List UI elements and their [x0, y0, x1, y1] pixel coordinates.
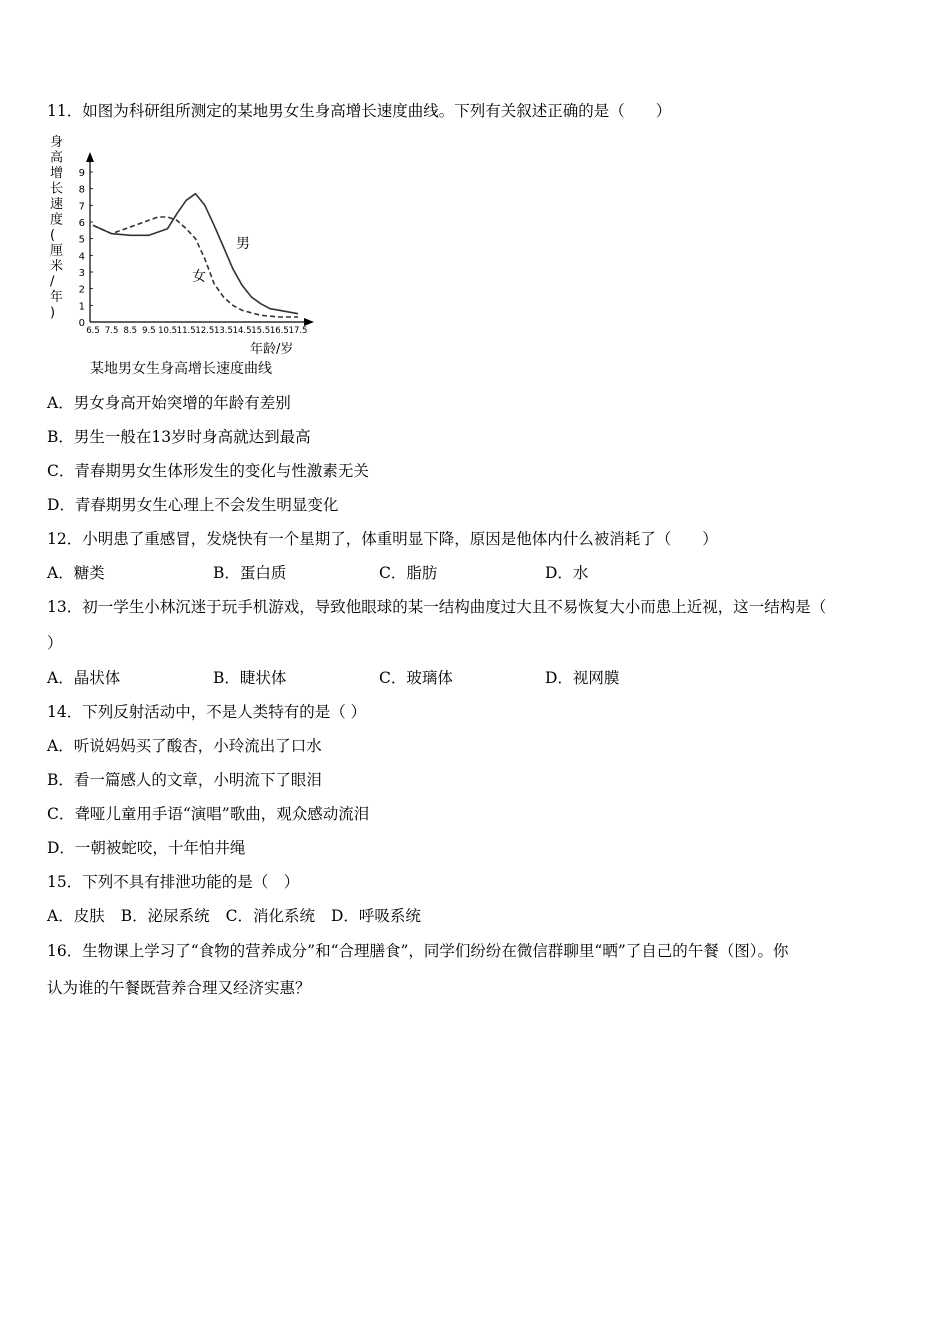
growth-chart [40, 130, 330, 380]
series-line-male [93, 194, 298, 314]
q12-option-d[interactable]: D．水 [545, 564, 589, 582]
q15-option-c[interactable]: C．消化系统 [225, 907, 315, 925]
y-axis-label-char: ) [50, 305, 56, 321]
q11-option-c[interactable]: C．青春期男女生体形发生的变化与性激素无关 [47, 462, 369, 480]
y-tick-label: 0 [78, 318, 85, 329]
x-tick-label: 10.5 [158, 326, 178, 336]
y-axis-label-char: 身 [50, 135, 64, 150]
q13-options [47, 667, 711, 689]
q12-option-b[interactable]: B．蛋白质 [213, 564, 287, 582]
series-lines [93, 194, 298, 317]
q15-stem: 15．下列不具有排泄功能的是（ ） [47, 873, 300, 891]
y-axis-arrow-icon [86, 152, 94, 162]
q13-option-b[interactable]: B．睫状体 [213, 669, 287, 687]
q12-option-a[interactable]: A．糖类 [47, 564, 105, 582]
q13-option-d[interactable]: D．视网膜 [545, 669, 620, 687]
y-axis-label-char: 速 [50, 197, 64, 212]
x-axis-arrow-icon [304, 318, 314, 326]
q14-stem: 14．下列反射活动中，不是人类特有的是（ ） [47, 703, 367, 721]
series-label-female: 女 [192, 269, 206, 285]
q12-option-c[interactable]: C．脂肪 [379, 564, 438, 582]
y-ticks [79, 168, 93, 329]
y-tick-label: 7 [78, 201, 85, 213]
x-tick-label: 13.5 [213, 326, 233, 336]
x-tick-label: 8.5 [123, 326, 138, 336]
x-tick-label: 7.5 [104, 326, 119, 336]
x-ticks [86, 326, 307, 336]
y-axis-label-char: 度 [50, 212, 64, 228]
q12-options [47, 562, 711, 584]
q12-stem: 12．小明患了重感冒，发烧快有一个星期了，体重明显下降，原因是他体内什么被消耗了（ ） [47, 530, 718, 548]
q14-option-b[interactable]: B．看一篇感人的文章，小明流下了眼泪 [47, 771, 322, 789]
x-tick-label: 9.5 [142, 326, 156, 336]
y-axis-label-char: / [50, 274, 55, 290]
series-label-male: 男 [236, 236, 250, 252]
y-axis-label-char: 增 [50, 166, 64, 181]
q13-option-a[interactable]: A．晶状体 [47, 669, 121, 687]
y-axis-label-char: 年 [50, 290, 64, 305]
x-axis-label: 年龄/岁 [250, 342, 294, 357]
y-tick-label: 6 [78, 218, 85, 229]
q11-stem: 11．如图为科研组所测定的某地男女生身高增长速度曲线。下列有关叙述正确的是（ ） [47, 102, 672, 120]
x-tick-label: 12.5 [195, 326, 215, 336]
y-axis-label [50, 135, 63, 321]
x-tick-label: 11.5 [176, 326, 196, 336]
y-tick-label: 1 [78, 301, 85, 313]
q16-stem-line2: 认为谁的午餐既营养合理又经济实惠？ [47, 979, 311, 997]
q16-stem-line1: 16．生物课上学习了“食物的营养成分”和“合理膳食”，同学们纷纷在微信群聊里“晒”了自己的午餐（图）。你 [47, 942, 789, 960]
y-tick-label: 5 [78, 234, 85, 246]
q15-option-b[interactable]: B．泌尿系统 [120, 907, 210, 925]
series-line-female [93, 217, 298, 317]
q14-option-a[interactable]: A．听说妈妈买了酸杏，小玲流出了口水 [47, 737, 322, 755]
x-tick-label: 15.5 [251, 326, 271, 336]
q15-option-a[interactable]: A．皮肤 [47, 907, 105, 925]
y-tick-label: 9 [78, 168, 85, 179]
x-tick-label: 17.5 [288, 326, 308, 336]
y-tick-label: 8 [78, 184, 85, 196]
y-axis-label-char: 厘 [50, 243, 64, 259]
q11-option-d[interactable]: D．青春期男女生心理上不会发生明显变化 [47, 496, 339, 514]
chart-caption: 某地男女生身高增长速度曲线 [90, 361, 272, 377]
y-axis-label-char: 长 [50, 181, 64, 197]
q13-stem-line2: ） [47, 634, 63, 652]
q13-option-c[interactable]: C．玻璃体 [379, 669, 453, 687]
q13-stem-line1: 13．初一学生小林沉迷于玩手机游戏，导致他眼球的某一结构曲度过大且不易恢复大小而患上近视，这一结构是（ [47, 598, 827, 616]
y-tick-label: 3 [78, 268, 85, 279]
q11-option-a[interactable]: A．男女身高开始突增的年龄有差别 [47, 394, 291, 412]
y-tick-label: 4 [78, 251, 85, 263]
y-axis-label-char: 米 [50, 259, 64, 274]
q14-option-c[interactable]: C．聋哑儿童用手语“演唱”歌曲，观众感动流泪 [47, 805, 370, 823]
y-axis-label-char: ( [50, 228, 56, 243]
growth-chart-svg [40, 130, 330, 360]
y-tick-label: 2 [78, 284, 85, 296]
x-tick-label: 6.5 [86, 326, 100, 336]
q15-option-d[interactable]: D．呼吸系统 [330, 907, 421, 925]
q11-option-b[interactable]: B．男生一般在13岁时身高就达到最高 [47, 428, 311, 446]
x-tick-label: 14.5 [232, 326, 252, 336]
q14-option-d[interactable]: D．一朝被蛇咬，十年怕井绳 [47, 839, 246, 857]
q15-options [47, 905, 437, 927]
y-axis-label-char: 高 [50, 150, 64, 166]
x-tick-label: 16.5 [269, 326, 289, 336]
